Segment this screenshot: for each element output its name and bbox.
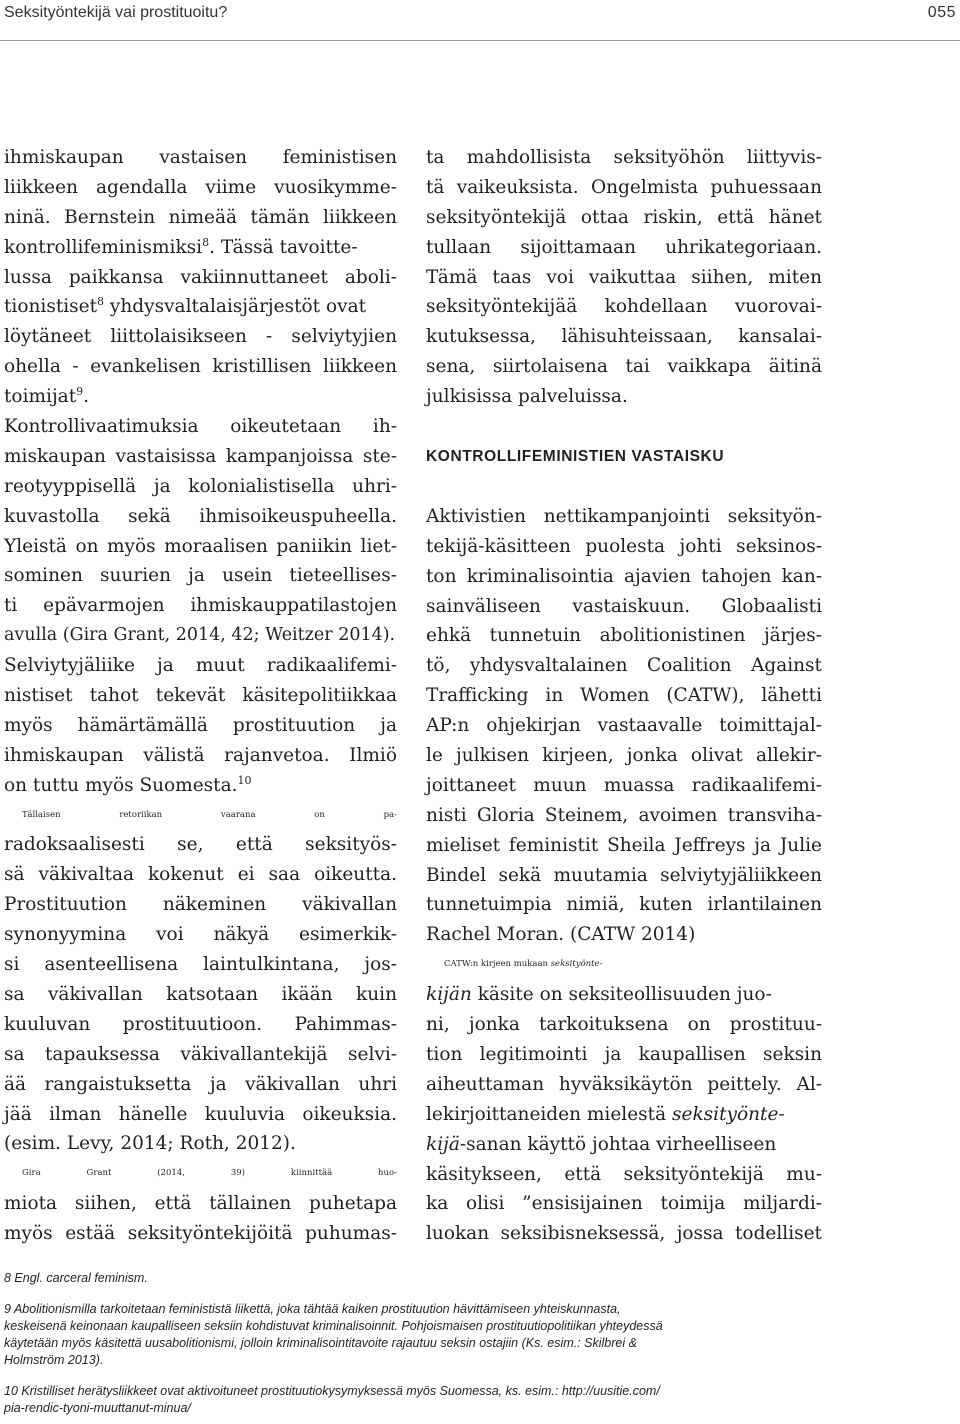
text-fragment: . Tässä tavoitte-	[209, 236, 358, 258]
text-line: kutuksessa, lähisuhteissaan, kansalai-	[426, 326, 822, 348]
text-line: tullaan sijoittamaan uhrikategoriaan.	[426, 236, 822, 258]
text-line: (esim. Levy, 2014; Roth, 2012).	[4, 1133, 296, 1155]
italic-term: kijän	[426, 984, 472, 1006]
text-line: ni, jonka tarkoituksena on prostituu-	[426, 1014, 822, 1036]
text-fragment: CATW:n kirjeen mukaan	[444, 959, 551, 970]
text-line: ihmiskaupan välistä rajanvetoa. Ilmiö	[4, 744, 397, 766]
text-line: synonyymina voi näkyä esimerkik-	[4, 924, 397, 946]
text-line: jää ilman hänelle kuuluvia oikeuksia.	[4, 1103, 397, 1125]
text-line: sa väkivallan katsotaan ikään kuin	[4, 983, 397, 1005]
footnote-9-cont: Holmström 2013).	[4, 1353, 104, 1367]
text-line: ihmiskaupan vastaisen feministisen	[4, 147, 397, 168]
text-line	[4, 771, 397, 801]
text-fragment: yhdysvaltalaisjärjestöt ovat	[104, 296, 367, 318]
italic-term: seksityönte-	[672, 1103, 785, 1125]
text-line: ton kriminalisointia ajavien tahojen kan-	[426, 565, 822, 587]
running-title: Seksityöntekijä vai prostituoitu?	[4, 4, 228, 21]
text-line	[426, 1100, 822, 1130]
footnotes	[4, 1270, 824, 1417]
text-line: luokan seksibisneksessä, jossa todelliset	[426, 1223, 822, 1245]
footnote-9-cont: käytetään myös käsitettä uusabolitionismi, jolloin kriminalisointitavoite rajautuu seksin ostajiin (Ks. esim.: Skilbrei &	[4, 1336, 637, 1350]
text-line: tä vaikeuksista. Ongelmista puhuessaan	[426, 176, 822, 198]
text-line: joittaneet muun muassa radikaalifemi-	[426, 774, 822, 796]
text-fragment: toimijat	[4, 386, 77, 408]
text-line: tö, yhdysvaltalainen Coalition Against	[426, 655, 822, 677]
footnote-ref: 10	[237, 773, 252, 787]
text-fragment: tionistiset	[4, 296, 98, 318]
text-line: si asenteellisena laintulkintana, jos-	[4, 954, 397, 976]
text-line	[4, 292, 397, 322]
page-number: 055	[927, 4, 956, 21]
footnote-ref: 9	[76, 384, 84, 398]
footnote-ref: 8	[202, 235, 210, 249]
text-line: AP:n ohjekirjan vastaavalle toimittajal-	[426, 715, 822, 737]
footnote-8: 8 Engl. carceral feminism.	[4, 1271, 148, 1285]
footnote-10-cont: pia-rendic-tyoni-muuttanut-minua/	[4, 1401, 191, 1415]
text-line: ohella - evankelisen kristillisen liikkeen	[4, 356, 397, 378]
footnote-10: 10 Kristilliset herätysliikkeet ovat aktivoituneet prostituutiokysymyksessä myös Suomessa, ks. esim.: http://uusitie.com/	[4, 1384, 660, 1398]
text-line: le julkisen kirjeen, jonka olivat allekir-	[426, 745, 822, 767]
text-fragment: -sanan käyttö johtaa virheelliseen	[459, 1133, 777, 1155]
text-line: avulla (Gira Grant, 2014, 42; Weitzer 2014).	[4, 625, 396, 646]
spacer	[426, 412, 822, 442]
text-line: Tämä taas voi vaikuttaa siihen, miten	[426, 266, 822, 288]
text-line: nistiset tahot tekevät käsitepolitiikkaa	[4, 685, 397, 707]
text-line: kuvastolla sekä ihmisoikeuspuheella.	[4, 505, 397, 527]
text-line: seksityöntekijää kohdellaan vuorovai-	[426, 296, 822, 318]
spacer	[4, 1369, 824, 1383]
text-line	[426, 1130, 822, 1160]
text-line: ää rangaistuksetta ja väkivallan uhri	[4, 1073, 397, 1095]
page-header	[0, 0, 960, 44]
text-line: tunnetuimpia nimiä, kuten irlantilainen	[426, 894, 822, 916]
text-line: Bindel sekä muutamia selviytyjäliikkeen	[426, 864, 822, 886]
text-line	[426, 950, 822, 980]
text-fragment: on tuttu myös Suomesta.	[4, 774, 238, 796]
text-line: radoksaalisesti se, että seksityös-	[4, 834, 397, 856]
text-line: myös estää seksityöntekijöitä puhumas-	[4, 1223, 397, 1245]
text-line: kuuluvan prostituutioon. Pahimmas-	[4, 1013, 397, 1035]
spacer	[4, 1287, 824, 1301]
text-line	[4, 233, 397, 263]
text-line: mieliset feministit Sheila Jeffreys ja Julie	[426, 834, 822, 856]
text-line: seksityöntekijä ottaa riskin, että hänet	[426, 206, 822, 228]
footnote-9: 9 Abolitionismilla tarkoitetaan feminististä liikettä, joka tähtää kaiken prostituution hävittämiseen yhteiskunnasta,	[4, 1302, 621, 1316]
text-line: nisti Gloria Steinem, avoimen transviha-	[426, 804, 822, 826]
spacer	[426, 472, 822, 502]
text-fragment: .	[83, 386, 90, 408]
text-line: käsitykseen, että seksityöntekijä mu-	[426, 1163, 822, 1185]
text-line: sa tapauksessa väkivallantekijä selvi-	[4, 1043, 397, 1065]
text-line: löytäneet liittolaisikseen - selviytyjien	[4, 326, 397, 348]
text-line: Yleistä on myös moraalisen paniikin liet-	[4, 535, 397, 557]
left-column	[4, 143, 397, 1249]
text-line: myös hämärtämällä prostituution ja	[4, 714, 397, 736]
footnote-9-cont: keskeisenä keinonaan kaupalliseen seksiin kohdistuvat kriminalisoinnit. Pohjoismaisen prostituutiopolitiikan yhteydessä	[4, 1319, 663, 1333]
text-line: ta mahdollisista seksityöhön liittyvis-	[426, 147, 822, 168]
text-line: reotyyppisellä ja kolonialistisella uhri-	[4, 475, 397, 497]
text-fragment: lekirjoittaneiden mielestä	[426, 1103, 673, 1125]
right-column	[426, 143, 822, 1249]
text-line: tion legitimointi ja kaupallisen seksin	[426, 1043, 822, 1065]
text-line: Tällaisen retoriikan vaarana on pa-	[22, 809, 397, 820]
text-line: Aktivistien nettikampanjointi seksityön-	[426, 505, 822, 527]
text-line: sena, siirtolaisena tai vaikkapa äitinä	[426, 356, 822, 378]
text-line: tekijä-käsitteen puolesta johti seksinos-	[426, 535, 822, 557]
text-line: Selviytyjäliike ja muut radikaalifemi-	[4, 655, 397, 677]
footnote-ref: 8	[97, 295, 105, 309]
text-line: lussa paikkansa vakiinnuttaneet aboli-	[4, 266, 397, 288]
text-line: liikkeen agendalla viime vuosikymme-	[4, 176, 397, 198]
text-line: sominen suurien ja usein tieteellises-	[4, 565, 397, 587]
text-line: Prostituution näkeminen väkivallan	[4, 894, 397, 916]
text-line: ehkä tunnetuin abolitionistinen järjes-	[426, 625, 822, 647]
text-line: sainväliseen vastaiskuun. Globaalisti	[426, 595, 822, 617]
text-line: ka olisi ”ensisijainen toimija miljardi-	[426, 1193, 822, 1215]
italic-term: seksityönte-	[550, 959, 603, 970]
text-line: miota siihen, että tällainen puhetapa	[4, 1193, 397, 1215]
text-line: Rachel Moran. (CATW 2014)	[426, 924, 696, 946]
text-line: ninä. Bernstein nimeää tämän liikkeen	[4, 206, 397, 228]
header-divider	[0, 40, 960, 41]
section-heading: KONTROLLIFEMINISTIEN VASTAISKU	[426, 448, 725, 466]
text-line: sä väkivaltaa kokenut ei saa oikeutta.	[4, 864, 397, 886]
italic-term: kijä	[426, 1133, 460, 1155]
text-line: miskaupan vastaisissa kampanjoissa ste-	[4, 445, 397, 467]
text-fragment: käsite on seksiteollisuuden juo-	[471, 984, 772, 1006]
text-line: ti epävarmojen ihmiskauppatilastojen	[4, 595, 397, 617]
text-line	[4, 382, 397, 412]
text-line: julkisissa palveluissa.	[426, 386, 628, 408]
text-line: Trafficking in Women (CATW), lähetti	[426, 685, 822, 707]
text-fragment: kontrollifeminismiksi	[4, 236, 203, 258]
text-line	[426, 980, 822, 1010]
text-line: aiheuttaman hyväksikäytön peittely. Al-	[426, 1073, 822, 1095]
text-line: Gira Grant (2014, 39) kiinnittää huo-	[22, 1168, 397, 1179]
text-line: Kontrollivaatimuksia oikeutetaan ih-	[4, 416, 397, 438]
